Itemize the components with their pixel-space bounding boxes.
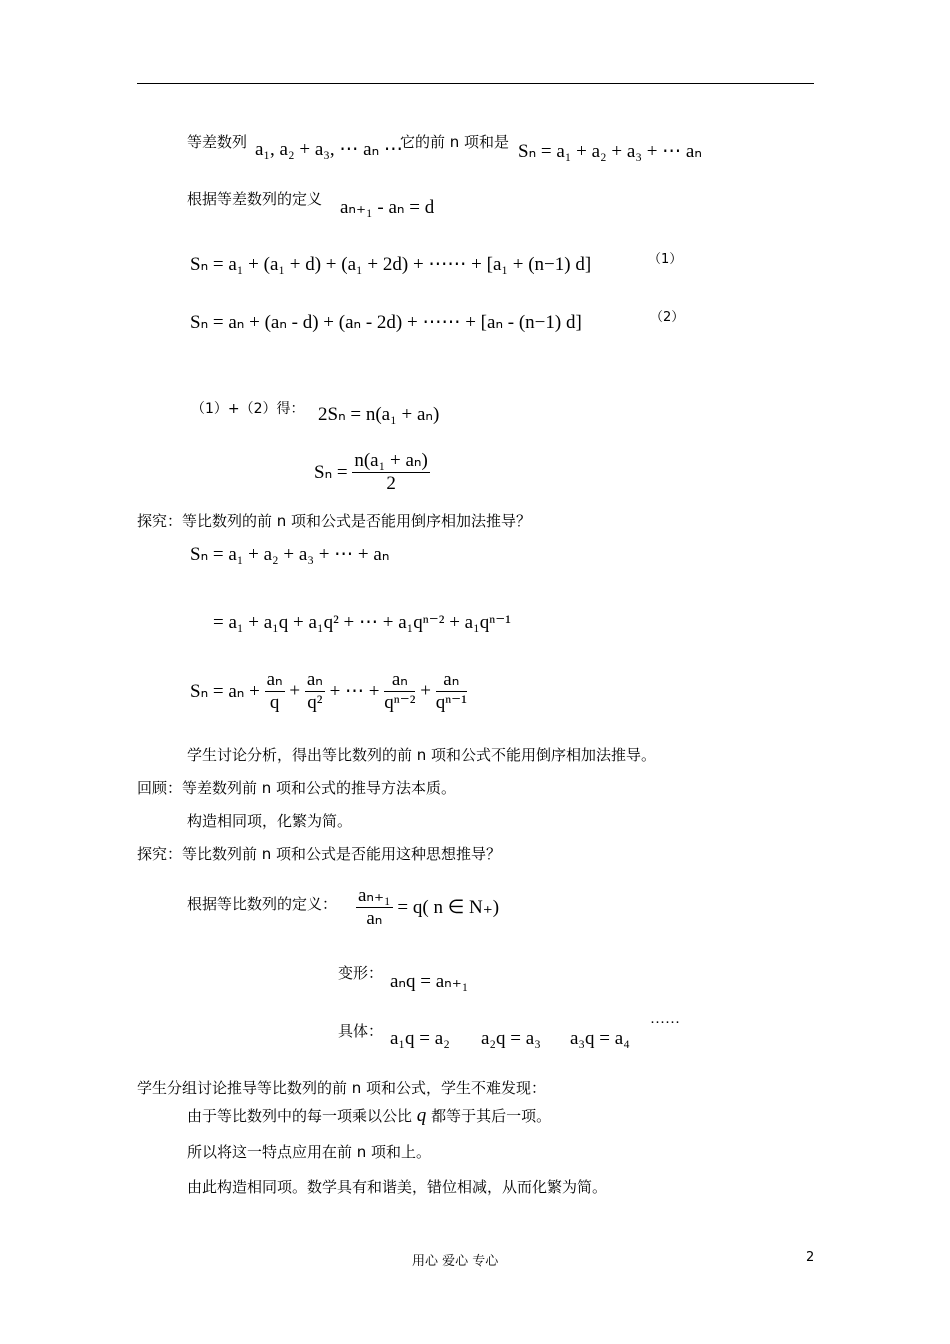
fraction-numerator: aₙ <box>436 669 467 692</box>
math-definition: aₙ₊₁ - aₙ = d <box>340 197 435 218</box>
explore-heading: 探究：等比数列前 n 项和公式是否能用这种思想推导？ <box>137 845 502 863</box>
text-line: 根据等比数列的定义： <box>187 895 338 913</box>
math-example: a₂q = a₃ <box>481 1028 541 1049</box>
text-line: 具体： <box>338 1022 384 1040</box>
fraction-numerator: aₙ <box>266 669 283 690</box>
geometric-sum-1: Sₙ = a₁ + a₂ + a₃ + ⋯ + aₙ <box>190 544 390 565</box>
equation-tag: （2） <box>650 310 685 325</box>
text-line <box>187 1105 551 1127</box>
ellipsis: ······ <box>650 1015 680 1031</box>
math-sequence: a₁, a₂ + a₃, ⋯ aₙ ⋯ <box>255 139 403 160</box>
fraction-numerator: aₙ <box>384 669 415 692</box>
page-number: 2 <box>806 1250 815 1265</box>
fraction-numerator: aₙ <box>306 669 323 690</box>
geometric-sum-2: = a₁ + a₁q + a₁q² + ⋯ + a₁qⁿ⁻² + a₁qⁿ⁻¹ <box>213 612 511 633</box>
math-variable: q <box>416 1105 427 1126</box>
equation-1: Sₙ = a₁ + (a₁ + d) + (a₁ + 2d) + ⋯⋯ + [a₁ + (n−1) d] <box>190 254 592 275</box>
text-line: 变形： <box>338 964 384 982</box>
fraction-denominator: q² <box>307 692 323 713</box>
fraction-numerator: n(a₁ + aₙ) <box>354 450 428 471</box>
fraction <box>305 669 325 714</box>
text-line: 根据等差数列的定义 <box>187 190 323 208</box>
fraction <box>436 669 467 714</box>
fraction-denominator: qⁿ⁻¹ <box>435 692 467 713</box>
equation-tag: （1） <box>648 252 683 267</box>
text-line: 学生分组讨论推导等比数列的前 n 项和公式，学生不难发现： <box>137 1079 547 1097</box>
math-example: a₁q = a₂ <box>390 1028 450 1049</box>
sum-lhs: Sₙ = <box>314 462 348 483</box>
fraction-denominator: q <box>269 692 280 713</box>
ratio-definition <box>356 885 499 930</box>
header-rule <box>137 83 814 84</box>
fraction <box>384 669 415 714</box>
equation-lhs: Sₙ = aₙ + <box>190 681 260 702</box>
text-line: 学生讨论分析，得出等比数列的前 n 项和公式不能用倒序相加法推导。 <box>187 746 657 764</box>
equation-rhs: = q( n ∈ N₊) <box>397 897 500 918</box>
text-line: 所以将这一特点应用在前 n 项和上。 <box>187 1143 432 1161</box>
geometric-sum-reverse: Sₙ = aₙ + $\frac{\text{aₙ}}{q}$ + $\frac{\text{aₙ}}{\text{q²}}$ + ⋯ + $\frac{\text{aₙ}}{\text{qⁿ⁻²}}$ + $\frac{\text{aₙ}}{\text{qⁿ⁻¹}}$ <box>190 669 467 713</box>
text-line: 它的前 n 项和是 <box>400 133 510 151</box>
fraction-denominator: aₙ <box>366 908 383 929</box>
text-line: 等差数列 <box>187 133 248 151</box>
equation-2: Sₙ = aₙ + (aₙ - d) + (aₙ - 2d) + ⋯⋯ + [aₙ - (n−1) d] <box>190 312 582 333</box>
text-line: 由此构造相同项。数学具有和谐美，错位相减，从而化繁为简。 <box>187 1178 608 1196</box>
footer-text: 用心 爱心 专心 <box>412 1254 499 1269</box>
fraction <box>356 885 393 930</box>
math-example: a₃q = a₄ <box>570 1028 630 1049</box>
fraction-denominator: qⁿ⁻² <box>384 692 416 713</box>
text-segment: 由于等比数列中的每一项乘以公比 <box>187 1107 413 1125</box>
fraction <box>352 450 429 495</box>
math-sum: Sₙ = a₁ + a₂ + a₃ + ⋯ aₙ <box>518 141 702 162</box>
fraction-denominator: 2 <box>386 473 396 494</box>
sum-formula <box>314 450 430 495</box>
math-transform: aₙq = aₙ₊₁ <box>390 971 469 992</box>
text-line: 构造相同项，化繁为简。 <box>187 812 353 830</box>
math-sum-doubled: 2Sₙ = n(a₁ + aₙ) <box>318 404 440 425</box>
text-segment: 都等于其后一项。 <box>431 1107 552 1125</box>
text-line: （1）+（2）得： <box>191 401 305 417</box>
fraction <box>265 669 285 714</box>
ellipsis-plus: + ⋯ + <box>329 681 380 702</box>
review-heading: 回顾：等差数列前 n 项和公式的推导方法本质。 <box>137 779 457 797</box>
fraction-numerator: aₙ₊₁ <box>358 885 391 906</box>
explore-heading: 探究：等比数列的前 n 项和公式是否能用倒序相加法推导？ <box>137 512 532 530</box>
